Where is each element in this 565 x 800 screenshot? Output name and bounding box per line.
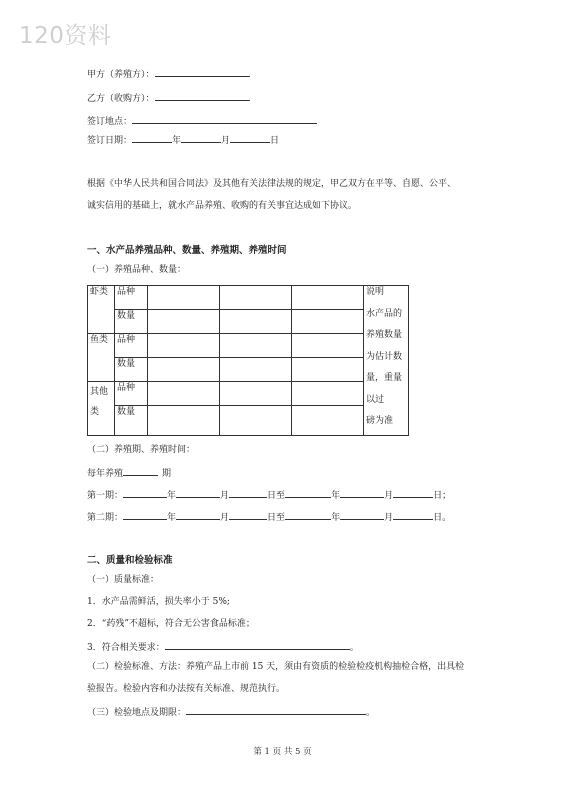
party-a-blank[interactable] xyxy=(155,67,250,77)
section-2-sub-3-end: 。 xyxy=(366,708,376,718)
quality-item-3 xyxy=(87,640,359,654)
p2-year-blank[interactable] xyxy=(123,510,167,520)
group-name-cont: 类 xyxy=(90,407,100,417)
group-name-cell xyxy=(88,382,115,436)
p1-end: 日； xyxy=(433,491,452,501)
sign-year-unit: 年 xyxy=(172,136,182,146)
table-cell[interactable] xyxy=(292,310,364,334)
row-label: 品种 xyxy=(117,287,136,297)
section-2-sub-3 xyxy=(87,705,375,719)
table-cell[interactable] xyxy=(220,286,292,310)
p2-month-unit: 月 xyxy=(220,513,230,523)
sign-place-line xyxy=(87,114,317,128)
note-line: 水产品的 xyxy=(366,308,403,319)
sign-day-blank[interactable] xyxy=(230,133,270,143)
section-1-title: 一、水产品养殖品种、数量、养殖期、养殖时间 xyxy=(87,245,287,256)
section-1-sub-2: （二）养殖期、养殖时间： xyxy=(87,445,196,455)
period-2-line xyxy=(87,510,451,524)
row-label-cell xyxy=(115,286,148,310)
intro-line-1: 根据《中华人民共和国合同法》及其他有关法律法规的规定，甲乙双方在平等、自愿、公平、 xyxy=(87,179,457,189)
p1-day2-blank[interactable] xyxy=(393,488,433,498)
p2-month2-unit: 月 xyxy=(384,513,394,523)
p2-year2-blank[interactable] xyxy=(285,510,331,520)
p2-day2-blank[interactable] xyxy=(393,510,433,520)
note-line: 以过 xyxy=(366,394,385,405)
sign-month-blank[interactable] xyxy=(181,133,221,143)
p2-end: 日。 xyxy=(433,513,452,523)
note-line: 磅为准 xyxy=(366,416,394,426)
row-label: 品种 xyxy=(117,383,136,393)
row-label-cell xyxy=(115,310,148,334)
table-cell[interactable] xyxy=(148,358,220,382)
row-label: 品种 xyxy=(117,335,136,345)
section-2-sub-2-line-2: 验报告。检验内容和办法按有关标准、规范执行。 xyxy=(87,684,286,694)
yearly-count-blank[interactable] xyxy=(123,466,158,476)
sign-year-blank[interactable] xyxy=(132,133,172,143)
table-cell[interactable] xyxy=(148,382,220,406)
quality-item-1: 1．水产品需鲜活，损失率小于 5%; xyxy=(87,597,230,607)
section-2-sub-3-blank[interactable] xyxy=(186,705,366,715)
section-2-title: 二、质量和检验标准 xyxy=(87,555,173,566)
p2-year2-unit: 年 xyxy=(331,513,341,523)
p1-year-blank[interactable] xyxy=(123,488,167,498)
sign-place-blank[interactable] xyxy=(132,114,317,124)
p2-year-unit: 年 xyxy=(167,513,177,523)
p1-day-blank[interactable] xyxy=(229,488,267,498)
note-cell xyxy=(364,286,409,436)
table-cell[interactable] xyxy=(292,286,364,310)
quality-item-3-label: 3．符合相关要求： xyxy=(87,643,165,653)
sign-place-label: 签订地点： xyxy=(87,117,133,127)
sign-date-line xyxy=(87,133,279,147)
p1-month2-blank[interactable] xyxy=(340,488,384,498)
group-name-cell xyxy=(88,334,115,382)
party-a-label: 甲方（养殖方）： xyxy=(87,70,155,80)
note-line: 为估计数 xyxy=(366,351,403,362)
row-label-cell xyxy=(115,334,148,358)
note-line: 养殖数量 xyxy=(366,330,403,340)
p1-year2-unit: 年 xyxy=(331,491,341,501)
table-cell[interactable] xyxy=(220,382,292,406)
p2-month2-blank[interactable] xyxy=(340,510,384,520)
table-cell[interactable] xyxy=(292,382,364,406)
period-1-label: 第一期： xyxy=(87,491,124,501)
p1-year2-blank[interactable] xyxy=(285,488,331,498)
table-cell[interactable] xyxy=(148,286,220,310)
table-cell[interactable] xyxy=(220,310,292,334)
intro-line-2: 诚实信用的基础上，就水产品养殖、收购的有关事宜达成如下协议。 xyxy=(87,201,358,211)
period-2-label: 第二期： xyxy=(87,513,124,523)
note-line: 量，重量 xyxy=(366,373,403,383)
group-name: 其他 xyxy=(90,387,109,397)
page-footer: 第 1 页 共 5 页 xyxy=(253,747,312,757)
row-label: 数量 xyxy=(117,311,136,321)
table-cell[interactable] xyxy=(148,334,220,358)
quality-item-3-blank[interactable] xyxy=(165,640,350,650)
party-b-label: 乙方（收购方）： xyxy=(87,94,155,104)
p2-day-to: 日至 xyxy=(267,513,286,523)
row-label-cell xyxy=(115,358,148,382)
yearly-suffix: 期 xyxy=(162,469,172,479)
quality-item-3-end: 。 xyxy=(349,643,359,653)
table-cell[interactable] xyxy=(292,358,364,382)
p2-day-blank[interactable] xyxy=(229,510,267,520)
row-label: 数量 xyxy=(117,407,136,417)
p1-day-to: 日至 xyxy=(267,491,286,501)
note-line: 说明 xyxy=(366,287,385,297)
row-label-cell xyxy=(115,382,148,406)
group-name: 虾类 xyxy=(90,287,109,297)
table-cell[interactable] xyxy=(220,406,292,436)
period-1-line xyxy=(87,488,451,502)
section-1-sub-1: （一）养殖品种、数量： xyxy=(87,265,187,275)
table-cell[interactable] xyxy=(148,406,220,436)
sign-month-unit: 月 xyxy=(221,136,231,146)
group-name-cell xyxy=(88,286,115,334)
table-cell[interactable] xyxy=(292,334,364,358)
section-2-sub-3-label: （三）检验地点及期限： xyxy=(87,708,187,718)
table-cell[interactable] xyxy=(220,358,292,382)
party-b-blank[interactable] xyxy=(155,91,250,101)
species-quantity-table xyxy=(87,285,409,436)
section-2-sub-2-line-1: （二）检验标准、方法：养殖产品上市前 15 天，须由有资质的检验检疫机构抽检合格，出具检 xyxy=(87,662,465,672)
watermark: 120资料 xyxy=(19,23,112,49)
row-label-cell xyxy=(115,406,148,436)
p1-month2-unit: 月 xyxy=(384,491,394,501)
group-name: 鱼类 xyxy=(90,335,109,345)
quality-item-2: 2．“药残”不超标，符合无公害食品标准； xyxy=(87,619,255,629)
p2-month-blank[interactable] xyxy=(176,510,220,520)
p1-month-blank[interactable] xyxy=(176,488,220,498)
yearly-prefix: 每年养殖 xyxy=(87,469,124,479)
sign-date-label: 签订日期： xyxy=(87,136,133,146)
table-cell[interactable] xyxy=(148,310,220,334)
yearly-line xyxy=(87,466,171,480)
p1-month-unit: 月 xyxy=(220,491,230,501)
sign-day-unit: 日 xyxy=(270,136,280,146)
table-cell[interactable] xyxy=(220,334,292,358)
party-a-line xyxy=(87,67,250,81)
section-2-sub-1: （一）质量标准： xyxy=(87,575,160,585)
p1-year-unit: 年 xyxy=(167,491,177,501)
row-label: 数量 xyxy=(117,359,136,369)
table-cell[interactable] xyxy=(292,406,364,436)
party-b-line xyxy=(87,91,250,105)
